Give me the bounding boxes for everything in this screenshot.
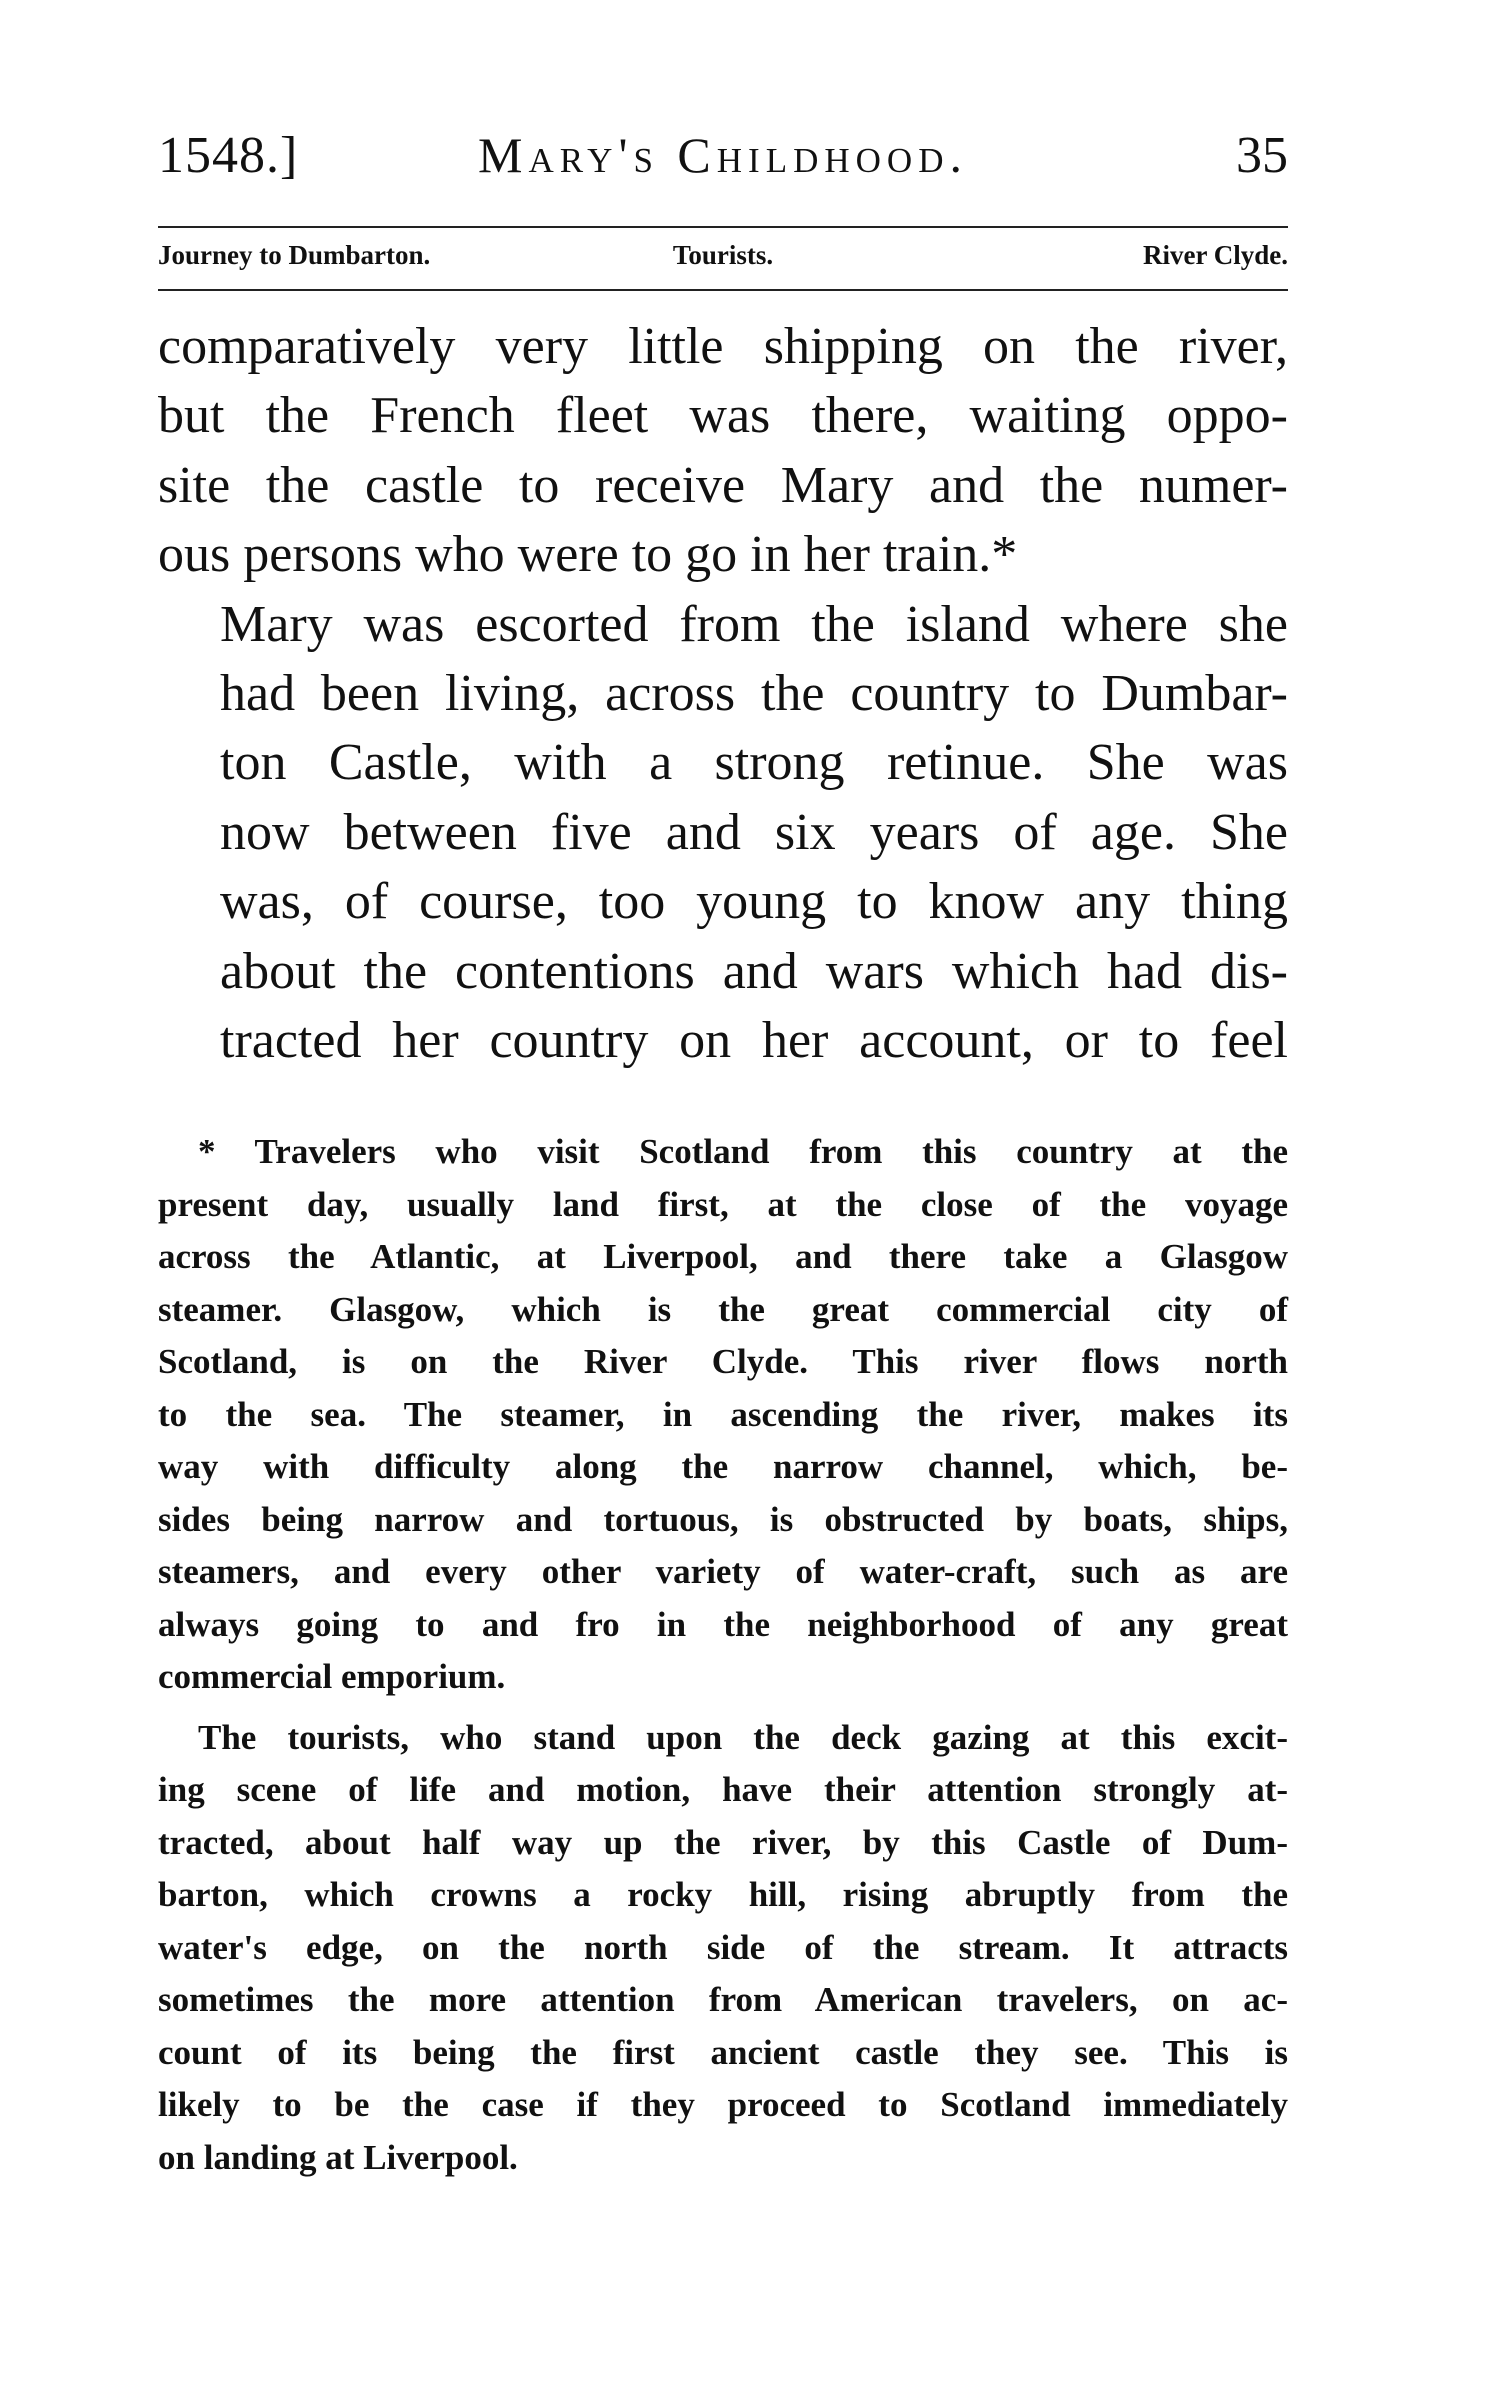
text-line: Mary was escorted from the island where she [220,595,1288,653]
page-number: 35 [1236,127,1288,184]
footnote-line: across the Atlantic, at Liverpool, and there take a Glasgow [158,1237,1288,1276]
footnote-paragraph-1 [158,1126,1288,1704]
text-line: ous persons who were to go in her train.* [158,526,1018,584]
header-rule-bottom [158,289,1288,291]
footnote-line: to the sea. The steamer, in ascending the river, makes its [158,1394,1288,1434]
paragraph-1 [158,312,1288,590]
footnote-paragraph-2 [158,1712,1288,2185]
text-line: about the contentions and wars which had dis- [220,942,1288,1000]
footnote-line: present day, usually land first, at the close of the voyage [158,1184,1288,1224]
text-line: now between five and six years of age. She [220,803,1288,861]
footnote-line: Scotland, is on the River Clyde. This river flows north [158,1342,1288,1381]
footnote-line: always going to and fro in the neighborhood of any great [158,1604,1288,1644]
footnote-line: way with difficulty along the narrow channel, which, be- [158,1447,1288,1486]
text-line: had been living, across the country to Dumbar- [220,665,1288,723]
text-line: tracted her country on her account, or to feel [220,1012,1288,1070]
header-year: 1548.] [158,127,299,184]
footnote-line: water's edge, on the north side of the stream. It attracts [158,1927,1288,1967]
running-head [158,126,1288,196]
footnote-line: count of its being the first ancient castle they see. This is [158,2032,1288,2072]
footnote [158,1126,1288,2184]
footnote-line: commercial emporium. [158,1657,506,1696]
text-line: site the castle to receive Mary and the numer- [158,456,1288,514]
footnote-line: * Travelers who visit Scotland from this country at the [198,1132,1288,1171]
footnote-line: sometimes the more attention from American travelers, on ac- [158,1980,1288,2019]
footnote-line: steamer. Glasgow, which is the great commercial city of [158,1289,1288,1329]
footnote-line: on landing at Liverpool. [158,2137,518,2177]
text-line: but the French fleet was there, waiting oppo- [158,387,1288,445]
header-title: Mary's Childhood. [478,127,968,183]
topic-left: Journey to Dumbarton. [158,240,431,270]
topic-line [158,240,1288,280]
footnote-line: likely to be the case if they proceed to Scotland immediately [158,2085,1288,2124]
topic-right: River Clyde. [1143,240,1288,270]
footnote-line: tracted, about half way up the river, by this Castle of Dum- [158,1822,1288,1862]
footnote-line: The tourists, who stand upon the deck gazing at this excit- [198,1717,1288,1757]
text-line: was, of course, too young to know any thing [220,873,1288,931]
text-line: ton Castle, with a strong retinue. She was [220,734,1288,792]
topic-center: Tourists. [672,240,774,270]
header-rule-top [158,226,1288,228]
footnote-line: barton, which crowns a rocky hill, rising abruptly from the [158,1875,1288,1914]
footnote-line: steamers, and every other variety of water-craft, such as are [158,1552,1288,1591]
main-text [158,312,1288,1075]
paragraph-2 [158,590,1288,1076]
footnote-line: sides being narrow and tortuous, is obstructed by boats, ships, [158,1499,1288,1539]
text-line: comparatively very little shipping on the river, [158,318,1288,375]
footnote-line: ing scene of life and motion, have their attention strongly at- [158,1770,1288,1809]
